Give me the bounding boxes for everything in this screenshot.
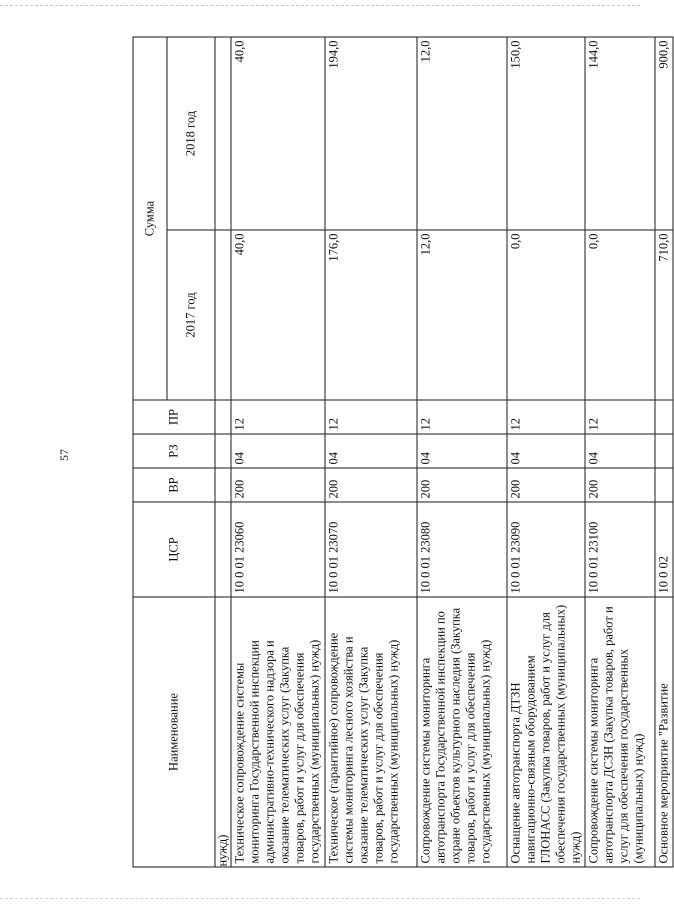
cell-vr: 200: [507, 468, 585, 502]
cell-csr: [215, 502, 231, 597]
cell-pr: 12: [507, 400, 585, 434]
scan-edge-top: [0, 5, 640, 6]
cell-pr: 12: [325, 400, 417, 434]
cell-2017: 0,0: [585, 230, 655, 400]
cell-vr: 200: [417, 468, 507, 502]
table-row: [507, 37, 585, 867]
cell-name: Оснащение автотранспорта ДТЗН навигационно-связным оборудованием ГЛОНАСС (Закупка товаров, работ и услуг для обеспечения государственных (муниципальных) нужд): [507, 597, 585, 867]
cell-2018: [215, 37, 231, 230]
cell-csr: 10 0 01 23090: [507, 502, 585, 597]
cell-2018: 40,0: [231, 37, 325, 230]
cell-csr: 10 0 02: [655, 502, 673, 597]
cell-2018: 194,0: [325, 37, 417, 230]
budget-table: [133, 37, 674, 868]
header-csr: ЦСР: [133, 502, 215, 597]
table-row: [585, 37, 655, 867]
cell-rz: [655, 434, 673, 468]
cell-2017: 12,0: [417, 230, 507, 400]
budget-table-frame: [133, 38, 671, 868]
cell-2017: 710,0: [655, 230, 673, 400]
page-number: 57: [57, 449, 71, 461]
cell-vr: 200: [585, 468, 655, 502]
cell-2017: 40,0: [231, 230, 325, 400]
cell-2018: 144,0: [585, 37, 655, 230]
cell-pr: [215, 400, 231, 434]
table-row: [231, 37, 325, 867]
cell-pr: 12: [417, 400, 507, 434]
header-pr: ПР: [133, 400, 215, 434]
cell-pr: 12: [231, 400, 325, 434]
header-sum: Сумма: [133, 37, 167, 400]
cell-vr: 200: [231, 468, 325, 502]
cell-name: Сопровождение системы мониторинга автотранспорта ДСЗН (Закупка товаров, работ и услуг для обеспечения государственных (муниципальных) нужд): [585, 597, 655, 867]
cell-name: Техническое (гарантийное) сопровождение системы мониторинга лесного хозяйства и оказание телематических услуг (Закупка товаров, работ и услуг для обеспечения государственных (муниципальных) нужд): [325, 597, 417, 867]
cell-csr: 10 0 01 23070: [325, 502, 417, 597]
cell-2018: 900,0: [655, 37, 673, 230]
cell-2017: 176,0: [325, 230, 417, 400]
table-row: [417, 37, 507, 867]
cell-2018: 12,0: [417, 37, 507, 230]
cell-rz: 04: [507, 434, 585, 468]
cell-pr: 12: [585, 400, 655, 434]
cell-rz: 04: [417, 434, 507, 468]
cell-name: Техническое сопровождение системы мониторинга Государственной инспекции административно-технического надзора и оказание телематических услуг (Закупка товаров, работ и услуг для обеспечения государственных (муниципальных) нужд): [231, 597, 325, 867]
cell-vr: [655, 468, 673, 502]
cell-csr: 10 0 01 23100: [585, 502, 655, 597]
cell-vr: [215, 468, 231, 502]
cell-2017: [215, 230, 231, 400]
header-name: Наименование: [133, 597, 215, 867]
cell-pr: [655, 400, 673, 434]
header-2017: 2017 год: [167, 230, 215, 400]
cell-vr: 200: [325, 468, 417, 502]
cell-rz: 04: [231, 434, 325, 468]
cell-2017: 0,0: [507, 230, 585, 400]
cell-csr: 10 0 01 23060: [231, 502, 325, 597]
header-rz: РЗ: [133, 434, 215, 468]
table-row: [215, 37, 231, 867]
cell-csr: 10 0 01 23080: [417, 502, 507, 597]
cell-name: Сопровождение системы мониторинга автотранспорта Государственной инспекции по охране объектов культурного наследия (Закупка товаров, работ и услуг для обеспечения государственных (муниципальных) нужд): [417, 597, 507, 867]
cell-rz: [215, 434, 231, 468]
header-vr: ВР: [133, 468, 215, 502]
cell-rz: 04: [585, 434, 655, 468]
cell-name: Основное мероприятие "Развитие: [655, 597, 673, 867]
cell-name: нужд): [215, 597, 231, 867]
table-row: [325, 37, 417, 867]
cell-2018: 150,0: [507, 37, 585, 230]
scan-edge-bottom: [0, 898, 640, 899]
cell-rz: 04: [325, 434, 417, 468]
header-2018: 2018 год: [167, 37, 215, 230]
table-row: [655, 37, 673, 867]
